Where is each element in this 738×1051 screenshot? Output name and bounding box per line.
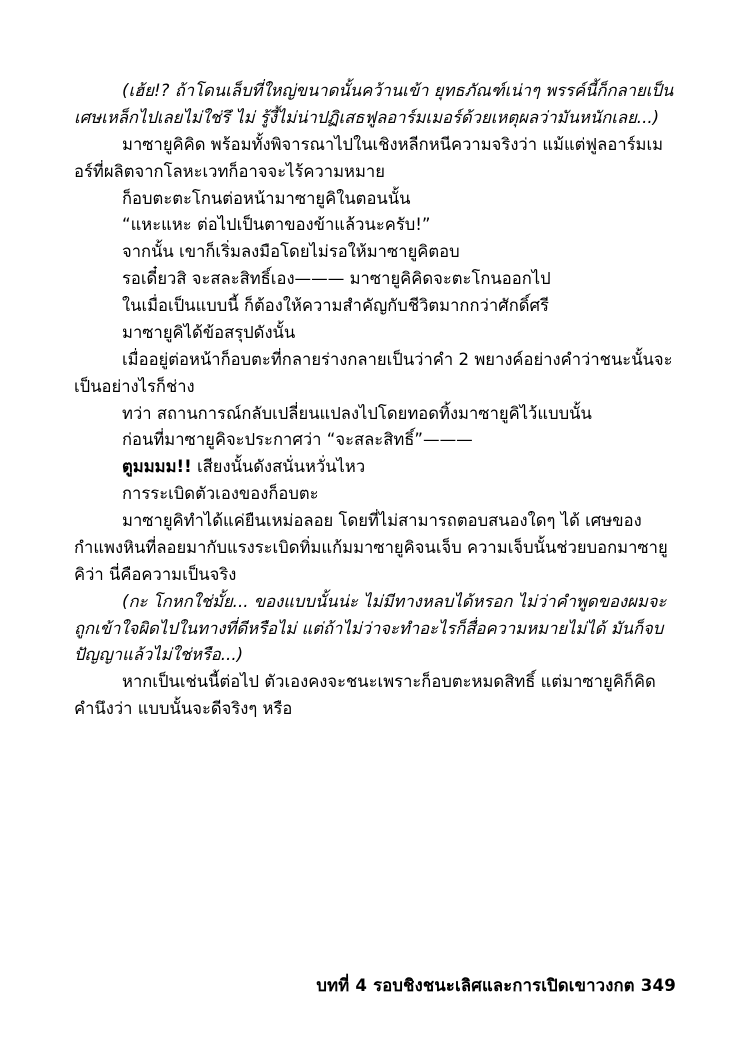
page-footer: บทที่ 4 รอบชิงชนะเลิศและการเปิดเขาวงกต 349	[316, 976, 676, 995]
paragraph: จากนั้น เขาก็เริ่มลงมือโดยไม่รอให้มาซายูคิตอบ	[122, 242, 460, 262]
paragraph: การระเบิดตัวเองของก็อบตะ	[122, 484, 319, 504]
paragraph: มาซายูคิได้ข้อสรุปดังนั้น	[122, 322, 296, 342]
paragraph: ในเมื่อเป็นแบบนี้ ก็ต้องให้ความสำคัญกับชีวิตมากกว่าศักดิ์ศรี	[122, 296, 549, 315]
paragraph: (กะ โกหกใช่มั้ย... ของแบบนั้นน่ะ ไม่มีทางหลบได้หรอก ไม่ว่าคำพูดของผมจะถูกเข้าใจผิดไปในทางที่ดีหรือไม่ แต่ถ้าไม่ว่าจะทำอะไรก็สื่อความหมายไม่ได้ มันก็จบปัญญาแล้วไม่ใช่หรือ...)	[74, 591, 667, 665]
paragraph: ทว่า สถานการณ์กลับเปลี่ยนแปลงไปโดยทอดทิ้งมาซายูคิไว้แบบนั้น	[122, 403, 592, 423]
paragraph: ก่อนที่มาซายูคิจะประกาศว่า “จะสละสิทธิ์”———	[122, 430, 473, 450]
paragraph: มาซายูคิทำได้แค่ยืนเหม่อลอย โดยที่ไม่สามารถตอบสนองใดๆ ได้ เศษของกำแพงหินที่ลอยมากับแรงระเบิดทิ่มแก้มมาซายูคิจนเจ็บ ความเจ็บนั้นช่วยบอกมาซายูคิว่า นี่คือความเป็นจริง	[74, 511, 668, 584]
paragraph: เมื่ออยู่ต่อหน้าก็อบตะที่กลายร่างกลายเป็นว่าคำ 2 พยางค์อย่างคำว่าชนะนั้นจะเป็นอย่างไรก็ช่าง	[74, 349, 673, 396]
paragraph: ก็อบตะตะโกนต่อหน้ามาซายูคิในตอนนั้น	[122, 188, 411, 208]
paragraph: “แหะแหะ ต่อไปเป็นตาของข้าแล้วนะครับ!”	[122, 215, 431, 235]
paragraph: หากเป็นเช่นนี้ต่อไป ตัวเองคงจะชนะเพราะก็อบตะหมดสิทธิ์ แต่มาซายูคิก็คิดคำนึงว่า แบบนั้นจะดีจริงๆ หรือ	[74, 672, 656, 719]
paragraph: มาซายูคิคิด พร้อมทั้งพิจารณาไปในเชิงหลีกหนีความจริงว่า แม้แต่ฟูลอาร์มเมอร์ที่ผลิตจากโลหะเวทก็อาจจะไร้ความหมาย	[74, 134, 664, 181]
paragraph: (เฮ้ย!? ถ้าโดนเล็บที่ใหญ่ขนาดนั้นคว้านเข้า ยุทธภัณฑ์เน่าๆ พรรค์นี้ก็กลายเป็นเศษเหล็กไปเลยไม่ใช่รึ ไม่ รู้งี้ไม่น่าปฏิเสธฟูลอาร์มเมอร์ด้วยเหตุผลว่ามันหนักเลย...)	[74, 81, 674, 127]
paragraph-rest: เสียงนั้นดังสนั่นหวั่นไหว	[191, 457, 366, 477]
paragraph: รอเดี๋ยวสิ จะสละสิทธิ์เอง——— มาซายูคิคิดจะตะโกนออกไป	[122, 269, 551, 289]
page-body	[74, 78, 676, 723]
emphasis-text: ตูมมมม!!	[122, 457, 192, 477]
paragraph-with-emphasis	[74, 454, 676, 481]
